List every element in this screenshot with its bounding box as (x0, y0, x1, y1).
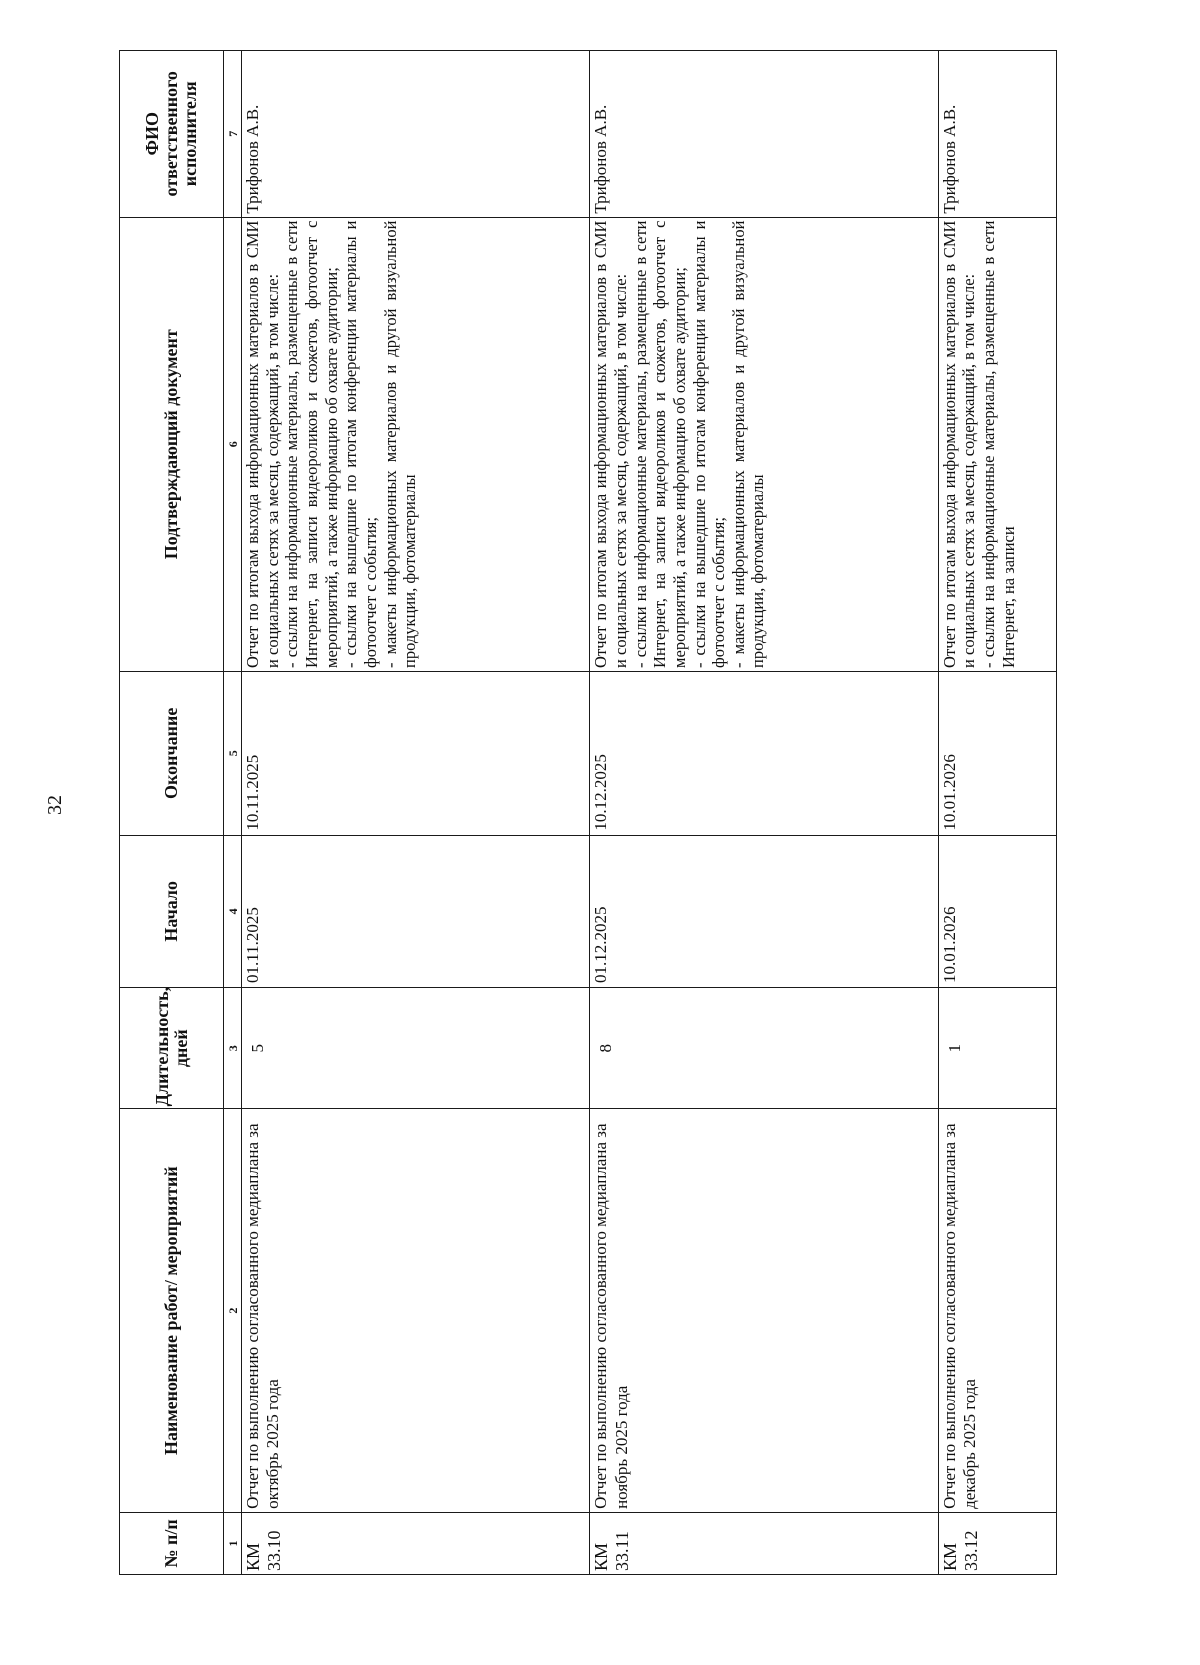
document-line: - ссылки на информационные материалы, размещенные в сети Интернет, на записи (979, 220, 1018, 668)
rotated-table-wrapper (119, 50, 1057, 1575)
row-code: КМ 33.12 (938, 1512, 1056, 1574)
page-number: 32 (44, 795, 66, 815)
row-end: 10.12.2025 (590, 671, 938, 835)
document-line: - ссылки на вышедшие по итогам конференции материалы и фотоотчет с события; (341, 220, 380, 668)
table-row (590, 51, 938, 1575)
row-end: 10.11.2025 (242, 671, 590, 835)
row-code: КМ 33.11 (590, 1512, 938, 1574)
row-name: Отчет по выполнению согласованного медиаплана за ноябрь 2025 года (590, 1109, 938, 1513)
row-name: Отчет по выполнению согласованного медиаплана за октябрь 2025 года (242, 1109, 590, 1513)
col-number: 4 (224, 835, 242, 987)
row-start: 10.01.2026 (938, 835, 1056, 987)
schedule-table (119, 50, 1057, 1575)
header-row (120, 51, 224, 1575)
col-number: 6 (224, 217, 242, 671)
col-number: 7 (224, 51, 242, 218)
col-number: 5 (224, 671, 242, 835)
row-duration: 1 (938, 988, 1056, 1109)
table-row (938, 51, 1056, 1575)
header-duration: Длительность, дней (120, 988, 224, 1109)
table-row (242, 51, 590, 1575)
row-responsible: Трифонов А.В. (590, 51, 938, 218)
document-line: Отчет по итогам выхода информационных материалов в СМИ и социальных сетях за месяц, содержащий, в том числе: (591, 220, 631, 668)
header-end: Окончание (120, 671, 224, 835)
row-duration: 8 (590, 988, 938, 1109)
document-line: - макеты информационных материалов и другой визуальной продукции, фотоматериалы (728, 220, 768, 668)
document-line: - ссылки на вышедшие по итогам конференции материалы и фотоотчет с события; (689, 220, 729, 668)
row-start: 01.12.2025 (590, 835, 938, 987)
header-number: № п/п (120, 1512, 224, 1574)
row-name: Отчет по выполнению согласованного медиаплана за декабрь 2025 года (938, 1109, 1056, 1513)
document-line: - ссылки на информационные материалы, размещенные в сети Интернет, на записи видеороликов и сюжетов, фотоотчет с мероприятий, а также информацию об охвате аудитории; (282, 220, 341, 668)
row-responsible: Трифонов А.В. (938, 51, 1056, 218)
row-duration: 5 (242, 988, 590, 1109)
col-number: 3 (224, 988, 242, 1109)
row-document (590, 217, 938, 671)
document-line: Отчет по итогам выхода информационных материалов в СМИ и социальных сетях за месяц, содержащий, в том числе: (243, 220, 282, 668)
row-document (938, 217, 1056, 671)
header-name: Наименование работ/ мероприятий (120, 1109, 224, 1513)
col-number: 2 (224, 1109, 242, 1513)
document-line: - макеты информационных материалов и другой визуальной продукции, фотоматериалы (380, 220, 420, 668)
header-start: Начало (120, 835, 224, 987)
document-line: - ссылки на информационные материалы, размещенные в сети Интернет, на записи видеороликов и сюжетов, фотоотчет с мероприятий, а также информацию об охвате аудитории; (630, 220, 689, 668)
row-document (242, 217, 590, 671)
header-responsible: ФИО ответственного исполнителя (120, 51, 224, 218)
row-end: 10.01.2026 (938, 671, 1056, 835)
row-start: 01.11.2025 (242, 835, 590, 987)
header-document: Подтверждающий документ (120, 217, 224, 671)
row-responsible: Трифонов А.В. (242, 51, 590, 218)
col-number: 1 (224, 1512, 242, 1574)
row-code: КМ 33.10 (242, 1512, 590, 1574)
document-line: Отчет по итогам выхода информационных материалов в СМИ и социальных сетях за месяц, содержащий, в том числе: (939, 220, 979, 668)
column-number-row (224, 51, 242, 1575)
